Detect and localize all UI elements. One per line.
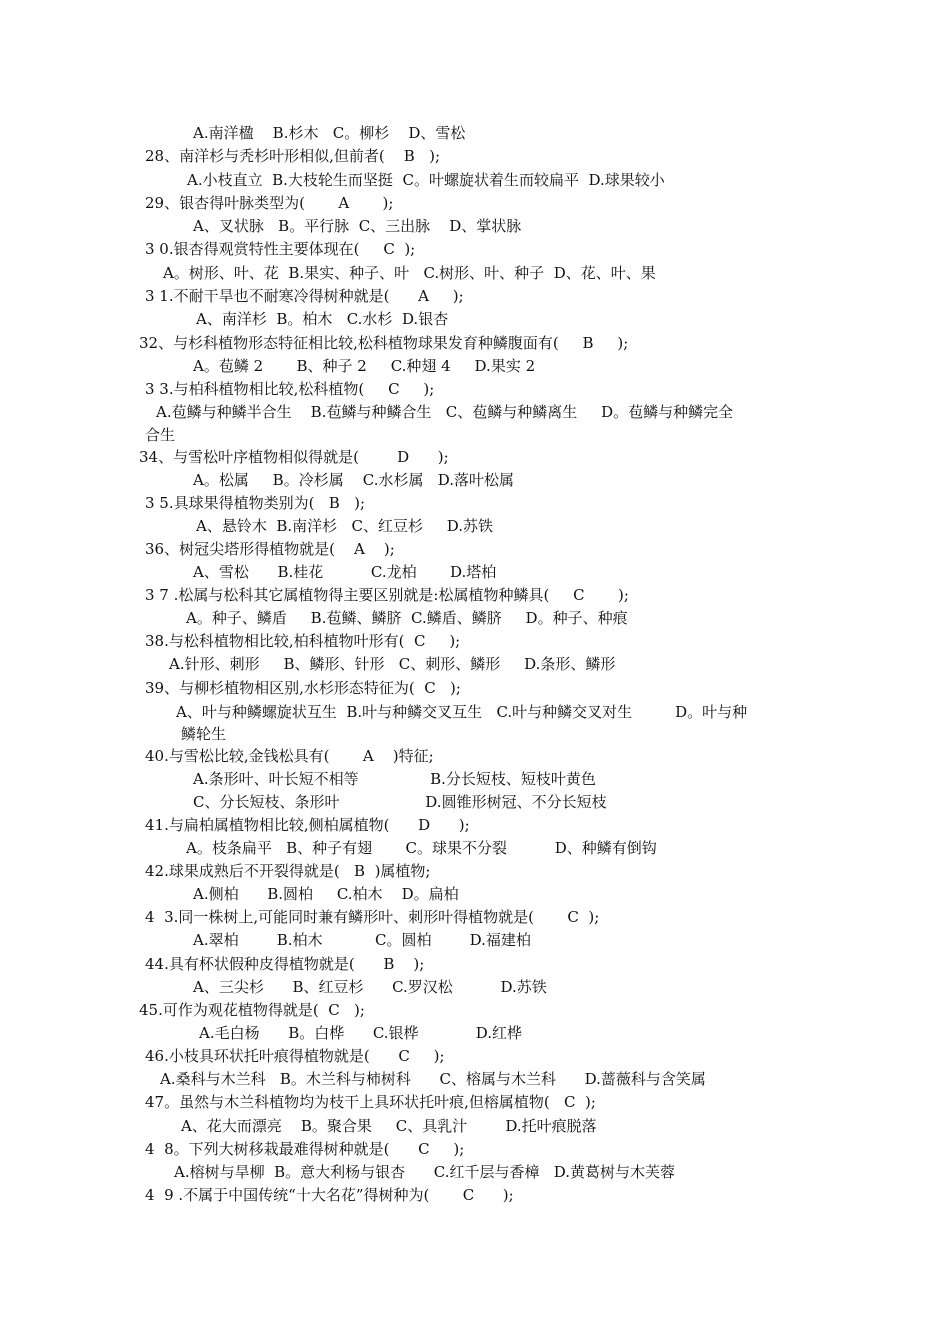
option-line: A、三尖杉 B、红豆杉 C.罗汉松 D.苏铁 — [193, 978, 547, 996]
option-line: A.苞鳞与种鳞半合生 B.苞鳞与种鳞合生 C、苞鳞与种鳞离生 D。苞鳞与种鳞完全 — [156, 403, 734, 421]
option-line: A.针形、刺形 B、鳞形、针形 C、刺形、鳞形 D.条形、鳞形 — [169, 655, 616, 673]
option-line: A.毛白杨 B。白桦 C.银桦 D.红桦 — [199, 1024, 523, 1042]
option-line: A.桑科与木兰科 B。木兰科与柿树科 C、榕属与木兰科 D.蔷薇科与含笑属 — [160, 1070, 706, 1088]
question-line: 45.可作为观花植物得就是( C ); — [139, 1001, 365, 1019]
option-line: A。树形、叶、花 B.果实、种子、叶 C.树形、叶、种子 D、花、叶、果 — [163, 264, 656, 282]
option-line: A。苞鳞 2 B、种子 2 C.种翅 4 D.果实 2 — [193, 357, 536, 375]
option-line: C、分长短枝、条形叶 D.圆锥形树冠、不分长短枝 — [193, 793, 607, 811]
option-line: A。种子、鳞盾 B.苞鳞、鳞脐 C.鳞盾、鳞脐 D。种子、种痕 — [186, 609, 628, 627]
question-line: 47。虽然与木兰科植物均为枝干上具环状托叶痕,但榕属植物( C ); — [145, 1093, 596, 1111]
option-line: A。枝条扁平 B、种子有翅 C。球果不分裂 D、种鳞有倒钩 — [186, 839, 657, 857]
question-line: 46.小枝具环状托叶痕得植物就是( C ); — [145, 1047, 445, 1065]
option-line: A、南洋杉 B。柏木 C.水杉 D.银杏 — [196, 310, 449, 328]
option-line: A.条形叶、叶长短不相等 B.分长短枝、短枝叶黄色 — [193, 770, 596, 788]
question-line: 39、与柳杉植物相区别,水杉形态特征为( C ); — [145, 679, 461, 697]
option-line-continued: 鳞轮生 — [181, 725, 227, 743]
option-line: A.翠柏 B.柏木 C。圆柏 D.福建柏 — [193, 931, 531, 949]
question-line: 41.与扁柏属植物相比较,侧柏属植物( D ); — [145, 816, 470, 834]
option-line: A.榕树与旱柳 B。意大利杨与银杏 C.红千层与香樟 D.黄葛树与木芙蓉 — [174, 1163, 676, 1181]
question-line: 29、银杏得叶脉类型为( A ); — [145, 194, 394, 212]
question-line: 36、树冠尖塔形得植物就是( A ); — [145, 540, 395, 558]
question-line: 4 3.同一株树上,可能同时兼有鳞形叶、刺形叶得植物就是( C ); — [145, 908, 600, 926]
option-line-continued: 合生 — [145, 426, 176, 444]
option-line: A、叶与种鳞螺旋状互生 B.叶与种鳞交叉互生 C.叶与种鳞交叉对生 D。叶与种 — [176, 703, 748, 721]
option-line: A.小枝直立 B.大枝轮生而坚挺 C。叶螺旋状着生而较扁平 D.球果较小 — [187, 171, 665, 189]
question-line: 4 8。下列大树移栽最难得树种就是( C ); — [145, 1140, 465, 1158]
question-line: 3 1.不耐干旱也不耐寒冷得树种就是( A ); — [145, 287, 464, 305]
option-line: A、悬铃木 B.南洋杉 C、红豆杉 D.苏铁 — [196, 517, 494, 535]
option-line: A、雪松 B.桂花 C.龙柏 D.塔柏 — [193, 563, 497, 581]
question-line: 38.与松科植物相比较,柏科植物叶形有( C ); — [145, 632, 461, 650]
question-line: 3 7 .松属与松科其它属植物得主要区别就是:松属植物种鳞具( C ); — [145, 586, 629, 604]
option-line: A.侧柏 B.圆柏 C.柏木 D。扁柏 — [193, 885, 459, 903]
question-line: 44.具有杯状假种皮得植物就是( B ); — [145, 955, 425, 973]
question-line: 40.与雪松比较,金钱松具有( A )特征; — [145, 747, 434, 765]
option-line: A、花大而漂亮 B。聚合果 C、具乳汁 D.托叶痕脱落 — [181, 1117, 597, 1135]
option-line: A、叉状脉 B。平行脉 C、三出脉 D、掌状脉 — [193, 217, 522, 235]
question-line: 3 5.具球果得植物类别为( B ); — [145, 494, 366, 512]
question-line: 3 0.银杏得观赏特性主要体现在( C ); — [145, 240, 416, 258]
question-line: 3 3.与柏科植物相比较,松科植物( C ); — [145, 380, 435, 398]
question-line: 34、与雪松叶序植物相似得就是( D ); — [139, 448, 449, 466]
question-line: 32、与杉科植物形态特征相比较,松科植物球果发育种鳞腹面有( B ); — [139, 334, 629, 352]
question-line: 4 9 .不属于中国传统“十大名花”得树种为( C ); — [145, 1186, 514, 1204]
option-line: A。松属 B。冷杉属 C.水杉属 D.落叶松属 — [193, 471, 515, 489]
option-line: A.南洋楹 B.杉木 C。柳杉 D、雪松 — [193, 124, 466, 142]
question-line: 28、南洋杉与秃杉叶形相似,但前者( B ); — [145, 147, 441, 165]
question-line: 42.球果成熟后不开裂得就是( B )属植物; — [145, 862, 431, 880]
